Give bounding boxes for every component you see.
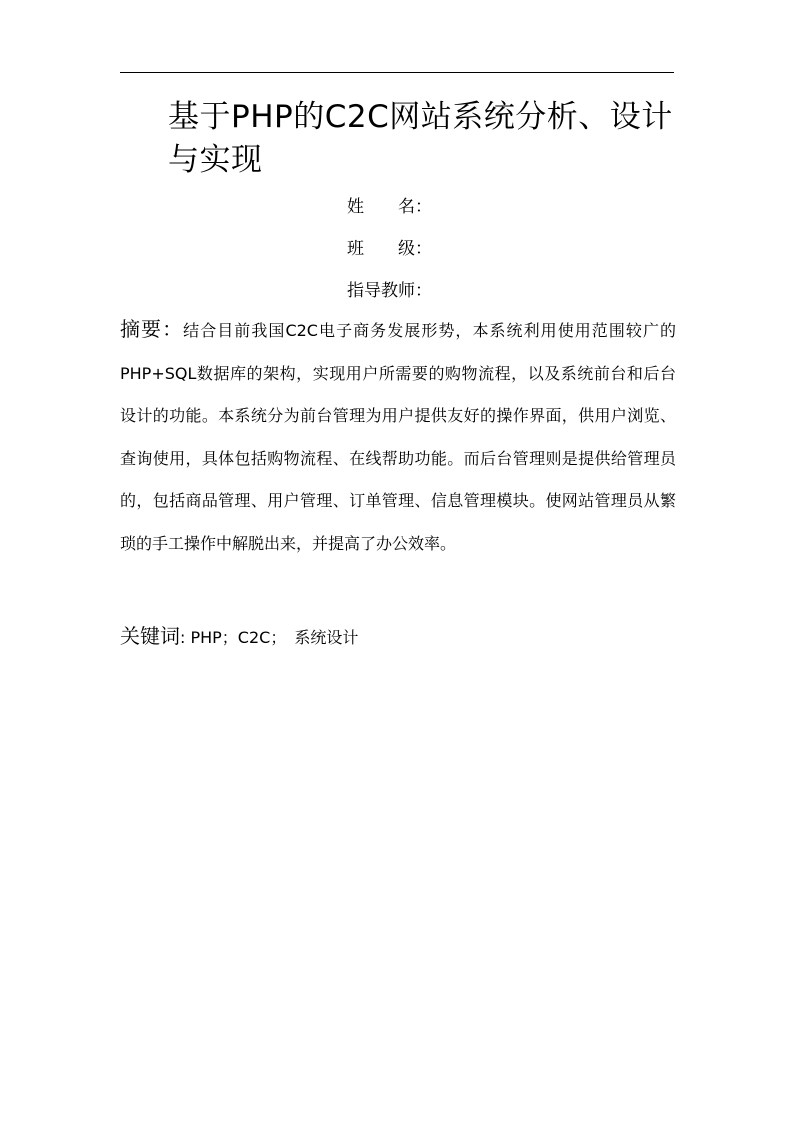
advisor-field: 指导教师：: [347, 281, 432, 301]
document-title: 基于PHP的C2C网站系统分析、设计与实现: [168, 99, 673, 178]
author-info-block: [347, 186, 432, 312]
header-rule: [120, 72, 674, 73]
abstract-paragraph: [120, 308, 676, 565]
keywords-text: : PHP；C2C； 系统设计: [180, 628, 359, 647]
keywords-label: 关键词: [120, 624, 180, 648]
keywords-line: [120, 618, 676, 656]
abstract-label: 摘要：: [120, 317, 184, 341]
author-name-field: 姓 名：: [347, 197, 432, 217]
abstract-text: 结合目前我国C2C电子商务发展形势，本系统利用使用范围较广的PHP+SQL数据库的架构，实现用户所需要的购物流程，以及系统前台和后台设计的功能。本系统分为前台管理为用户提供友好的操作界面，供用户浏览、查询使用，具体包括购物流程、在线帮助功能。而后台管理则是提供给管理员的，包括商品管理、用户管理、订单管理、信息管理模块。使网站管理员从繁琐的手工操作中解脱出来，并提高了办公效率。: [120, 321, 677, 553]
author-class-field: 班 级：: [347, 239, 432, 259]
